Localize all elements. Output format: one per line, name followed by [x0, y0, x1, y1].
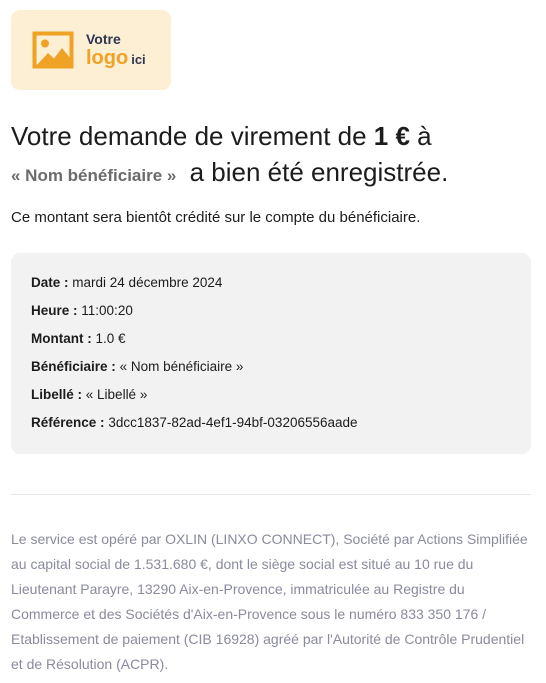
logo-wordmark — [86, 32, 146, 68]
detail-value: 11:00:20 — [81, 303, 133, 318]
logo-text-line2 — [86, 48, 146, 68]
detail-label: Référence : — [31, 415, 105, 430]
detail-value: « Nom bénéficiaire » — [119, 359, 244, 374]
detail-row-beneficiary — [31, 359, 243, 374]
detail-value: mardi 24 décembre 2024 — [72, 275, 223, 290]
legal-footer: Le service est opéré par OXLIN (LINXO CONNECT), Société par Actions Simplifiée au capital social de 1.531.680 €, dont le siège social est situé au 10 rue du Lieutenant Parayre, 13290 Aix-en-Provence, immatriculée au Registre du Commerce et des Sociétés d'Aix-en-Provence sous le numéro 833 350 176 / Etablissement de paiement (CIB 16928) agréé par l'Autorité de Contrôle Prudentiel et de Résolution (ACPR). — [11, 531, 528, 672]
detail-label: Montant : — [31, 331, 92, 346]
confirmation-heading — [11, 118, 541, 194]
detail-row-date — [31, 275, 222, 290]
heading-amount: 1 € — [373, 121, 410, 151]
logo-placeholder — [11, 10, 171, 90]
divider — [11, 494, 531, 495]
heading-text-start: Votre demande de virement de — [11, 121, 374, 151]
detail-value: 1.0 € — [95, 331, 126, 346]
heading-text-end: a bien été enregistrée. — [189, 157, 449, 187]
detail-row-label — [31, 387, 147, 402]
detail-row-reference — [31, 415, 358, 430]
logo-text-ici: ici — [131, 52, 146, 67]
detail-label: Libellé : — [31, 387, 83, 402]
detail-row-time — [31, 303, 133, 318]
detail-label: Heure : — [31, 303, 78, 318]
image-placeholder-icon — [32, 31, 74, 69]
detail-row-amount — [31, 331, 126, 346]
credit-notice: Ce montant sera bientôt crédité sur le compte du bénéficiaire. — [11, 209, 421, 226]
logo-text-logo: logo — [86, 47, 129, 69]
detail-value: « Libellé » — [85, 387, 148, 402]
logo-text-votre: Votre — [86, 31, 121, 47]
heading-text-a: à — [409, 121, 432, 151]
heading-beneficiary: « Nom bénéficiaire » — [11, 166, 177, 185]
detail-label: Date : — [31, 275, 69, 290]
detail-label: Bénéficiaire : — [31, 359, 116, 374]
transfer-details-card — [11, 253, 531, 454]
detail-value: 3dcc1837-82ad-4ef1-94bf-03206556aade — [108, 415, 358, 430]
